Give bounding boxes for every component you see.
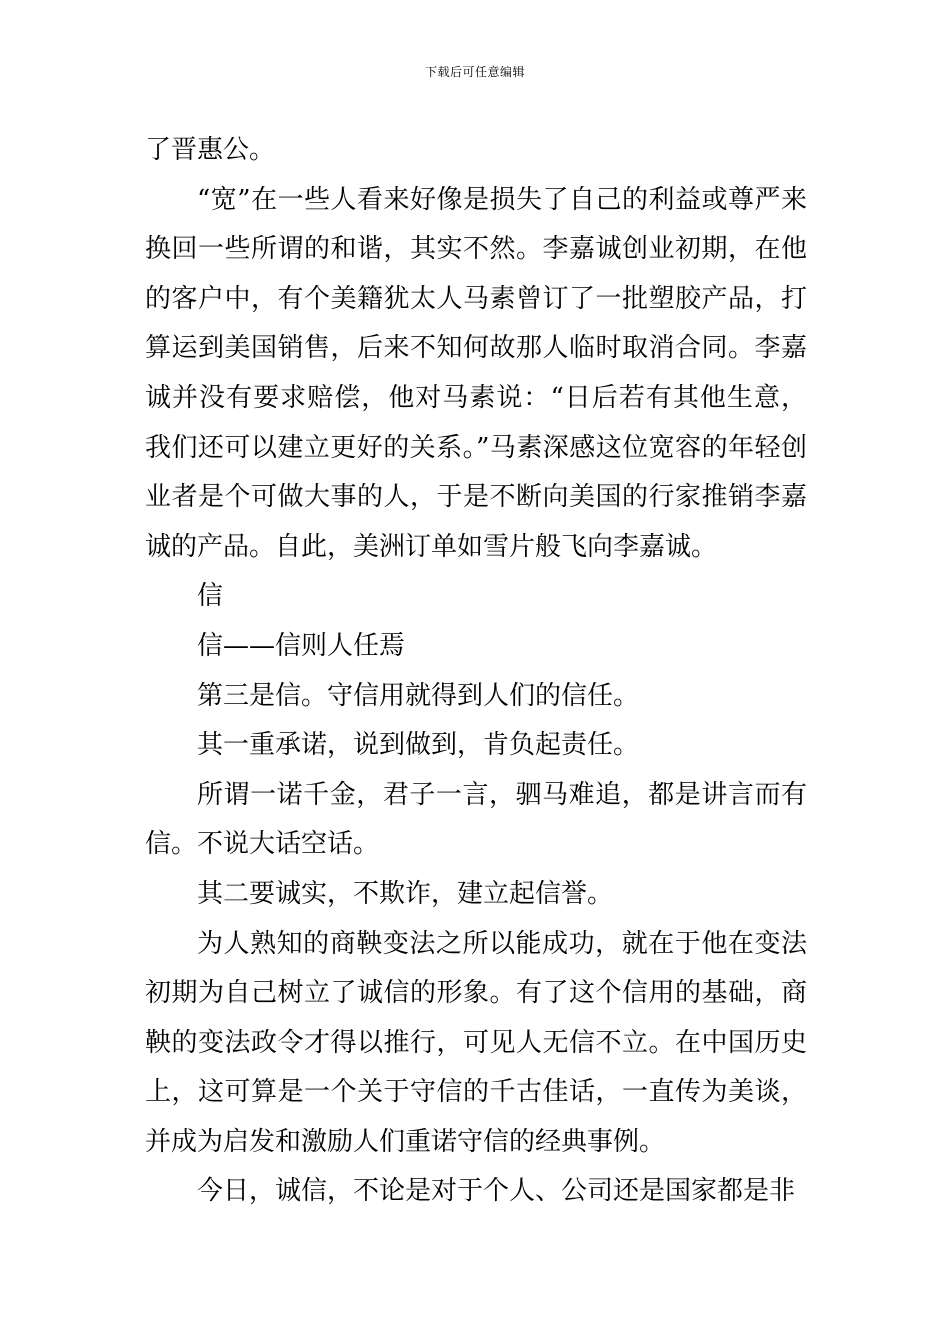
- paragraph-first-point: 其一重承诺，说到做到，肯负起责任。: [197, 730, 640, 761]
- paragraph-yinuoqianjin: 所谓一诺千金，君子一言，驷马难追，都是讲言而有信。不说大话空话。: [145, 779, 807, 860]
- paragraph-shangyang: 为人熟知的商鞅变法之所以能成功，就在于他在变法初期为自己树立了诚信的形象。有了这个信用的基础，商鞅的变法政令才得以推行，可见人无信不立。在中国历史上，这可算是一个关于守信的千古佳话，一直传为美谈，并成为启发和激励人们重诺守信的经典事例。: [145, 928, 807, 1157]
- page-header-note: 下载后可任意编辑: [424, 65, 525, 79]
- paragraph-kuan: “宽”在一些人看来好像是损失了自己的利益或尊严来换回一些所谓的和谐，其实不然。李嘉诚创业初期，在他的客户中，有个美籍犹太人马素曾订了一批塑胶产品，打算运到美国销售，后来不知何故那人临时取消合同。李嘉诚并没有要求赔偿，他对马素说：“日后若有其他生意，我们还可以建立更好的关系。”马素深感这位宽容的年轻创业者是个可做大事的人，于是不断向美国的行家推销李嘉诚的产品。自此，美洲订单如雪片般飞向李嘉诚。: [145, 184, 807, 562]
- document-body: [145, 126, 807, 1217]
- paragraph-continuation: 了晋惠公。: [145, 135, 276, 165]
- paragraph-second-point: 其二要诚实，不欺诈，建立起信誉。: [197, 878, 614, 909]
- paragraph-jinri: 今日，诚信，不论是对于个人、公司还是国家都是非: [197, 1176, 796, 1207]
- section-subheading-xin: 信——信则人任焉: [197, 630, 406, 661]
- section-heading-xin: 信: [197, 581, 224, 612]
- paragraph-third-xin: 第三是信。守信用就得到人们的信任。: [197, 680, 640, 711]
